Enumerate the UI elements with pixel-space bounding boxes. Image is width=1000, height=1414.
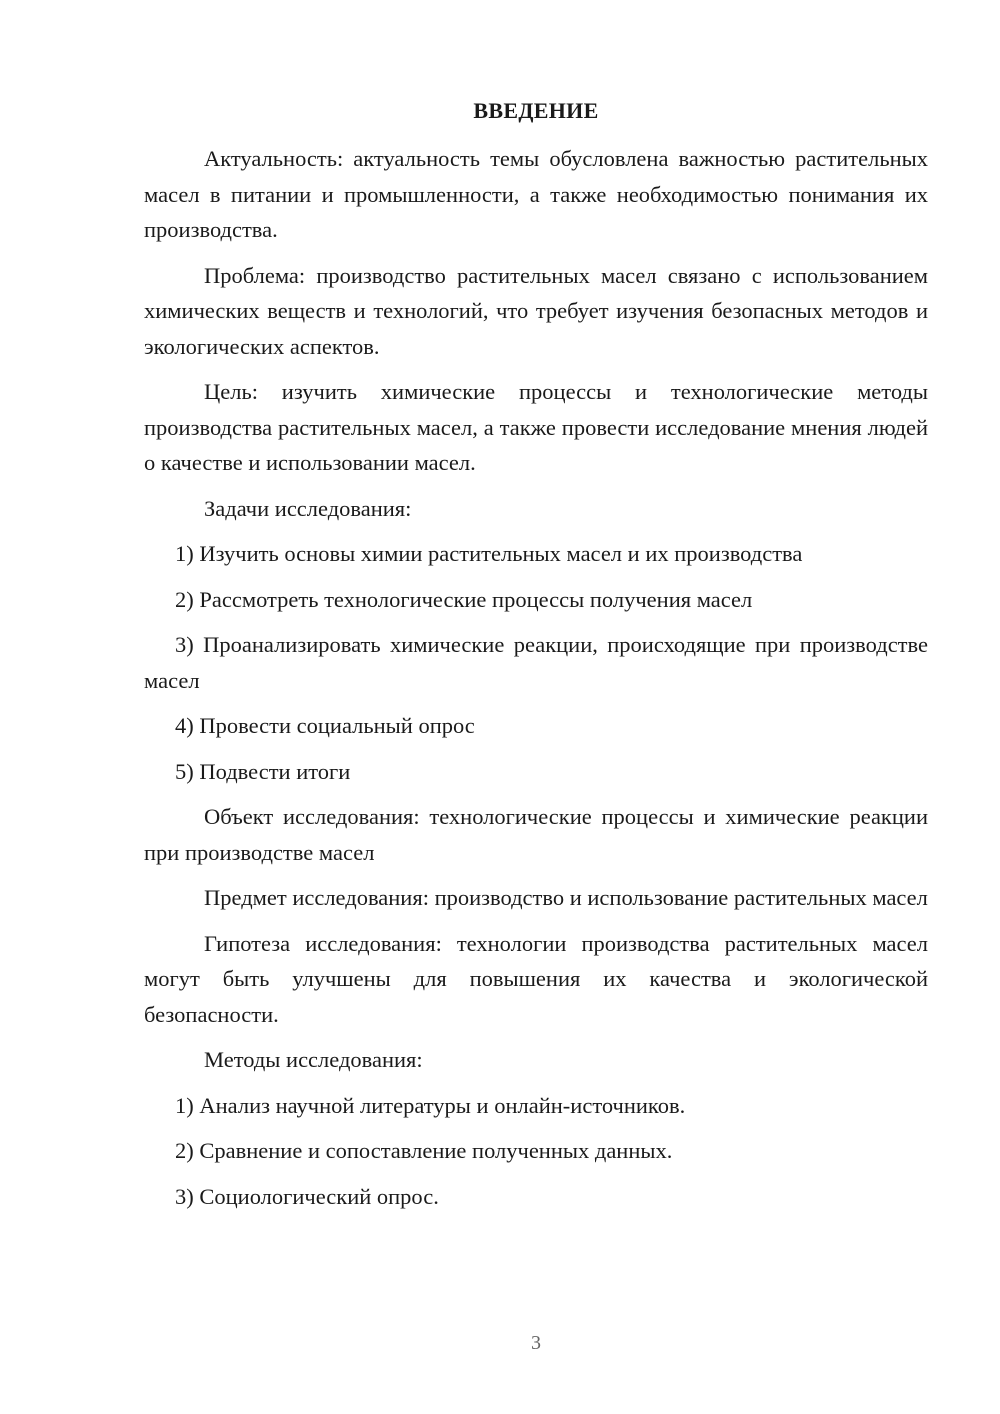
task-item: 2) Рассмотреть технологические процессы получения масел [175, 586, 753, 612]
task-item: 3) Проанализировать химические реакции, происходящие при производстве масел [144, 632, 928, 693]
task-item: 5) Подвести итоги [175, 758, 351, 784]
method-item: 3) Социологический опрос. [175, 1183, 439, 1209]
methods-label: Методы исследования: [204, 1047, 423, 1072]
subject-paragraph: Предмет исследования: производство и использование растительных масел [204, 885, 928, 910]
hypothesis-paragraph: Гипотеза исследования: технологии производства растительных масел могут быть улучшены для повышения их качества и экологической безопасности. [144, 930, 928, 1027]
method-item: 1) Анализ научной литературы и онлайн-источников. [175, 1092, 686, 1118]
problem-paragraph: Проблема: производство растительных масел связано с использованием химических веществ и технологий, что требует изучения безопасных методов и экологических аспектов. [144, 262, 928, 359]
page-number: 3 [531, 1332, 541, 1354]
method-item: 2) Сравнение и сопоставление полученных данных. [175, 1138, 673, 1163]
task-item: 4) Провести социальный опрос [175, 713, 475, 738]
relevance-paragraph: Актуальность: актуальность темы обусловлена важностью растительных масел в питании и промышленности, а также необходимостью понимания их производства. [144, 146, 928, 242]
goal-paragraph: Цель: изучить химические процессы и технологические методы производства растительных масел, а также провести исследование мнения людей о качестве и использовании масел. [144, 379, 928, 475]
tasks-label: Задачи исследования: [204, 495, 412, 521]
task-item: 1) Изучить основы химии растительных масел и их производства [175, 541, 803, 566]
object-paragraph: Объект исследования: технологические процессы и химические реакции при производстве масел [144, 804, 928, 865]
page-title: ВВЕДЕНИЕ [473, 98, 599, 123]
document-body [144, 141, 928, 1224]
